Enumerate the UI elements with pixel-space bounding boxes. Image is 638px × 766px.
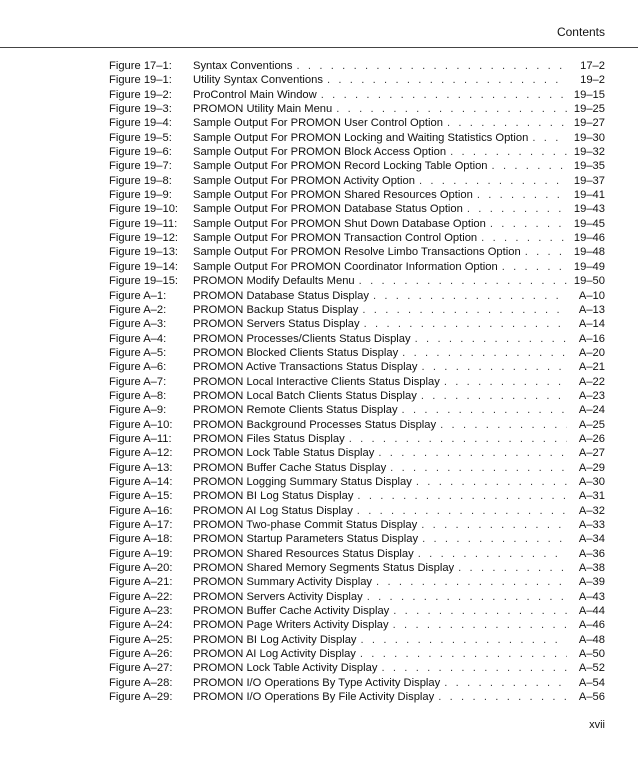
figure-title: PROMON Page Writers Activity Display [193, 619, 389, 632]
figure-title: PROMON BI Log Activity Display [193, 633, 357, 646]
toc-entry[interactable] [109, 505, 605, 519]
toc-entry[interactable] [109, 333, 605, 347]
dot-leader [373, 290, 567, 302]
figure-page-number: 17–2 [580, 60, 605, 72]
dot-leader [336, 103, 567, 115]
figure-page-number: A–26 [578, 432, 605, 445]
toc-entry[interactable] [109, 562, 605, 576]
toc-entry[interactable] [109, 89, 605, 103]
figure-page-number: 19–25 [573, 103, 605, 116]
dot-leader [481, 232, 567, 244]
toc-entry[interactable] [109, 60, 605, 74]
figure-title: PROMON Servers Activity Display [193, 590, 363, 603]
toc-entry[interactable] [109, 591, 605, 605]
figure-page-number: A–48 [578, 633, 605, 646]
figure-page-number: 19–45 [573, 217, 605, 230]
dot-leader [440, 419, 567, 431]
figure-number: Figure A–26: [109, 648, 173, 661]
dot-leader [416, 476, 567, 488]
toc-entry[interactable] [109, 691, 605, 705]
figure-title: Sample Output For PROMON Transaction Control Option [193, 232, 478, 245]
dot-leader [502, 261, 567, 273]
dot-leader [357, 490, 567, 502]
dot-leader [364, 318, 567, 330]
figure-number: Figure 19–12: [109, 232, 179, 245]
figure-title: PROMON Database Status Display [193, 289, 369, 302]
figure-page-number: A–56 [578, 691, 605, 704]
dot-leader [402, 404, 567, 416]
figure-title: Sample Output For PROMON Record Locking Table Option [193, 160, 488, 173]
figure-title: Sample Output For PROMON Block Access Option [193, 146, 447, 159]
figure-title: PROMON BI Log Status Display [193, 490, 354, 503]
figure-title: PROMON Remote Clients Status Display [193, 404, 398, 417]
figure-page-number: A–10 [578, 289, 605, 302]
figure-title: PROMON AI Log Status Display [193, 504, 353, 517]
toc-entry[interactable] [109, 160, 605, 174]
figure-title: PROMON Local Batch Clients Status Display [193, 389, 417, 402]
toc-entry[interactable] [109, 261, 605, 275]
figure-title: PROMON Logging Summary Status Display [193, 475, 412, 488]
dot-leader [327, 74, 567, 86]
dot-leader [458, 562, 567, 574]
dot-leader [444, 376, 567, 388]
toc-entry[interactable] [109, 519, 605, 533]
figure-page-number: A–33 [578, 519, 605, 531]
figure-number: Figure A–28: [109, 676, 173, 689]
dot-leader [477, 189, 567, 201]
figure-number: Figure A–15: [109, 490, 173, 503]
dot-leader [367, 591, 567, 603]
dot-leader [378, 447, 567, 459]
dot-leader [359, 275, 567, 287]
figure-page-number: A–16 [578, 332, 605, 345]
figure-page-number: 19–43 [573, 203, 605, 216]
figure-page-number: 19–35 [573, 160, 605, 173]
figure-number: Figure 19–14: [109, 260, 179, 273]
dot-leader [362, 304, 567, 316]
dot-leader [321, 89, 567, 101]
figure-number: Figure A–18: [109, 533, 173, 546]
figure-title: Sample Output For PROMON Database Status Option [193, 203, 463, 216]
figure-title: PROMON Shared Memory Segments Status Display [193, 562, 455, 575]
figure-page-number: A–20 [578, 346, 605, 359]
figure-page-number: 19–27 [573, 117, 605, 130]
figure-number: Figure 19–2: [109, 88, 172, 101]
figure-title: PROMON Background Processes Status Display [193, 418, 437, 431]
figure-page-number: A–30 [578, 475, 605, 488]
figure-title: PROMON Local Interactive Clients Status Display [193, 375, 440, 388]
figure-number: Figure 19–9: [109, 189, 172, 202]
dot-leader [419, 175, 567, 187]
figure-page-number: A–25 [578, 418, 605, 431]
figure-page-number: A–38 [578, 562, 605, 575]
dot-leader [467, 203, 567, 215]
figure-title: Sample Output For PROMON Shut Down Database Option [193, 217, 486, 230]
toc-entry[interactable] [109, 232, 605, 246]
toc-entry[interactable] [109, 404, 605, 418]
figure-page-number: A–14 [578, 318, 605, 331]
figure-number: Figure A–22: [109, 590, 173, 603]
toc-entry[interactable] [109, 433, 605, 447]
figure-title: PROMON AI Log Activity Display [193, 648, 356, 661]
dot-leader [450, 146, 567, 158]
figure-page-number: A–24 [578, 404, 605, 417]
figure-number: Figure 17–1: [109, 60, 172, 72]
toc-entry[interactable] [109, 275, 605, 289]
toc-entry[interactable] [109, 490, 605, 504]
toc-entry[interactable] [109, 132, 605, 146]
figure-number: Figure A–11: [109, 432, 172, 445]
dot-leader [349, 433, 567, 445]
figure-number: Figure A–7: [109, 375, 167, 388]
figure-page-number: 19–46 [573, 232, 605, 245]
toc-entry[interactable] [109, 318, 605, 332]
toc-entry[interactable] [109, 74, 605, 88]
figure-number: Figure 19–15: [109, 275, 179, 288]
figure-page-number: 19–49 [573, 260, 605, 273]
dot-leader [421, 519, 567, 531]
toc-entry[interactable] [109, 347, 605, 361]
toc-entry[interactable] [109, 619, 605, 633]
figure-number: Figure 19–11: [109, 217, 178, 230]
list-of-figures [109, 60, 605, 705]
figure-number: Figure A–19: [109, 547, 173, 560]
toc-entry[interactable] [109, 146, 605, 160]
figure-page-number: A–34 [578, 533, 605, 546]
figure-number: Figure A–24: [109, 619, 173, 632]
figure-title: Syntax Conventions [193, 60, 293, 72]
figure-page-number: A–21 [578, 361, 605, 374]
figure-page-number: A–54 [578, 676, 605, 689]
figure-number: Figure 19–5: [109, 131, 172, 144]
dot-leader [444, 677, 567, 689]
toc-entry[interactable] [109, 304, 605, 318]
dot-leader [532, 132, 567, 144]
figure-title: PROMON Processes/Clients Status Display [193, 332, 411, 345]
dot-leader [297, 60, 567, 72]
figure-title: Sample Output For PROMON Shared Resources Option [193, 189, 473, 202]
figure-title: Sample Output For PROMON Coordinator Information Option [193, 260, 498, 273]
toc-entry[interactable] [109, 117, 605, 131]
figure-title: PROMON I/O Operations By File Activity Display [193, 691, 435, 704]
figure-number: Figure A–1: [109, 289, 167, 302]
toc-entry[interactable] [109, 175, 605, 189]
figure-page-number: A–43 [578, 590, 605, 603]
figure-number: Figure A–5: [109, 346, 167, 359]
toc-entry[interactable] [109, 361, 605, 375]
dot-leader [447, 117, 567, 129]
figure-number: Figure A–16: [109, 504, 173, 517]
figure-number: Figure A–6: [109, 361, 167, 374]
figure-page-number: 19–50 [573, 275, 605, 288]
dot-leader [381, 662, 567, 674]
figure-number: Figure 19–8: [109, 174, 172, 187]
figure-number: Figure 19–1: [109, 74, 172, 87]
figure-number: Figure A–8: [109, 389, 167, 402]
figure-number: Figure A–4: [109, 332, 167, 345]
figure-page-number: A–50 [578, 648, 605, 661]
figure-number: Figure A–29: [109, 691, 173, 704]
dot-leader [422, 533, 567, 545]
figure-number: Figure A–12: [109, 447, 173, 460]
figure-page-number: A–46 [578, 619, 605, 632]
figure-title: PROMON Summary Activity Display [193, 576, 373, 589]
figure-number: Figure A–14: [109, 475, 173, 488]
figure-number: Figure A–13: [109, 461, 173, 474]
figure-title: Utility Syntax Conventions [193, 74, 323, 87]
figure-title: PROMON Backup Status Display [193, 303, 359, 316]
figure-number: Figure A–27: [109, 662, 173, 675]
figure-page-number: 19–2 [580, 74, 605, 87]
toc-entry[interactable] [109, 419, 605, 433]
figure-page-number: A–32 [578, 504, 605, 517]
dot-leader [393, 619, 567, 631]
header-rule [0, 47, 638, 48]
figure-title: PROMON Modify Defaults Menu [193, 275, 355, 288]
figure-number: Figure A–21: [109, 576, 173, 589]
figure-title: PROMON Startup Parameters Status Display [193, 533, 419, 546]
dot-leader [421, 361, 567, 373]
figure-number: Figure 19–7: [109, 160, 172, 173]
toc-entry[interactable] [109, 390, 605, 404]
figure-title: Sample Output For PROMON User Control Option [193, 117, 443, 130]
toc-entry[interactable] [109, 576, 605, 590]
figure-number: Figure A–10: [109, 418, 173, 431]
toc-entry[interactable] [109, 203, 605, 217]
figure-number: Figure A–17: [109, 519, 173, 531]
figure-title: PROMON Buffer Cache Status Display [193, 461, 387, 474]
toc-entry[interactable] [109, 634, 605, 648]
toc-entry[interactable] [109, 533, 605, 547]
dot-leader [393, 605, 567, 617]
figure-title: PROMON Lock Table Status Display [193, 447, 375, 460]
figure-page-number: 19–41 [573, 189, 605, 202]
toc-entry[interactable] [109, 246, 605, 260]
figure-page-number: 19–32 [573, 146, 605, 159]
figure-number: Figure A–3: [109, 318, 167, 331]
figure-page-number: A–44 [578, 605, 605, 618]
figure-page-number: A–39 [578, 576, 605, 589]
dot-leader [490, 218, 567, 230]
toc-entry[interactable] [109, 462, 605, 476]
page-number: xvii [589, 719, 605, 731]
dot-leader [421, 390, 567, 402]
dot-leader [357, 505, 567, 517]
figure-title: PROMON Two-phase Commit Status Display [193, 519, 418, 531]
toc-entry[interactable] [109, 648, 605, 662]
figure-page-number: A–52 [578, 662, 605, 675]
figure-page-number: A–27 [578, 447, 605, 460]
figure-page-number: A–22 [578, 375, 605, 388]
figure-title: PROMON Blocked Clients Status Display [193, 346, 399, 359]
toc-entry[interactable] [109, 103, 605, 117]
toc-entry[interactable] [109, 189, 605, 203]
figure-page-number: A–36 [578, 547, 605, 560]
dot-leader [415, 333, 567, 345]
figure-number: Figure A–9: [109, 404, 167, 417]
toc-entry[interactable] [109, 605, 605, 619]
figure-title: PROMON Files Status Display [193, 432, 345, 445]
figure-number: Figure A–20: [109, 562, 173, 575]
toc-entry[interactable] [109, 447, 605, 461]
toc-entry[interactable] [109, 662, 605, 676]
figure-number: Figure 19–10: [109, 203, 179, 216]
figure-page-number: 19–15 [573, 88, 605, 101]
figure-number: Figure A–25: [109, 633, 173, 646]
figure-title: PROMON Servers Status Display [193, 318, 360, 331]
dot-leader [492, 160, 567, 172]
figure-title: PROMON I/O Operations By Type Activity Display [193, 676, 441, 689]
toc-entry[interactable] [109, 677, 605, 691]
toc-entry[interactable] [109, 548, 605, 562]
figure-page-number: 19–48 [573, 246, 605, 259]
dot-leader [376, 576, 567, 588]
figure-title: Sample Output For PROMON Locking and Waiting Statistics Option [193, 131, 529, 144]
figure-number: Figure 19–13: [109, 246, 179, 259]
toc-entry[interactable] [109, 218, 605, 232]
figure-number: Figure 19–6: [109, 146, 172, 159]
page-header-title: Contents [556, 25, 605, 39]
toc-entry[interactable] [109, 376, 605, 390]
dot-leader [390, 462, 567, 474]
toc-entry[interactable] [109, 476, 605, 490]
figure-page-number: 19–37 [573, 174, 605, 187]
figure-page-number: 19–30 [573, 131, 605, 144]
dot-leader [525, 246, 567, 258]
figure-title: PROMON Lock Table Activity Display [193, 662, 378, 675]
figure-page-number: A–29 [578, 461, 605, 474]
dot-leader [360, 648, 567, 660]
dot-leader [402, 347, 567, 359]
figure-number: Figure A–2: [109, 303, 167, 316]
figure-title: ProControl Main Window [193, 88, 317, 101]
figure-title: PROMON Shared Resources Status Display [193, 547, 414, 560]
figure-number: Figure 19–4: [109, 117, 172, 130]
figure-title: PROMON Active Transactions Status Display [193, 361, 418, 374]
figure-title: PROMON Utility Main Menu [193, 103, 333, 116]
figure-number: Figure 19–3: [109, 103, 172, 116]
dot-leader [361, 634, 567, 646]
dot-leader [438, 691, 567, 703]
figure-title: PROMON Buffer Cache Activity Display [193, 605, 390, 618]
figure-page-number: A–13 [578, 303, 605, 316]
dot-leader [418, 548, 567, 560]
figure-title: Sample Output For PROMON Resolve Limbo Transactions Option [193, 246, 521, 259]
toc-entry[interactable] [109, 290, 605, 304]
figure-page-number: A–31 [578, 490, 605, 503]
figure-number: Figure A–23: [109, 605, 173, 618]
figure-title: Sample Output For PROMON Activity Option [193, 174, 415, 187]
figure-page-number: A–23 [578, 389, 605, 402]
